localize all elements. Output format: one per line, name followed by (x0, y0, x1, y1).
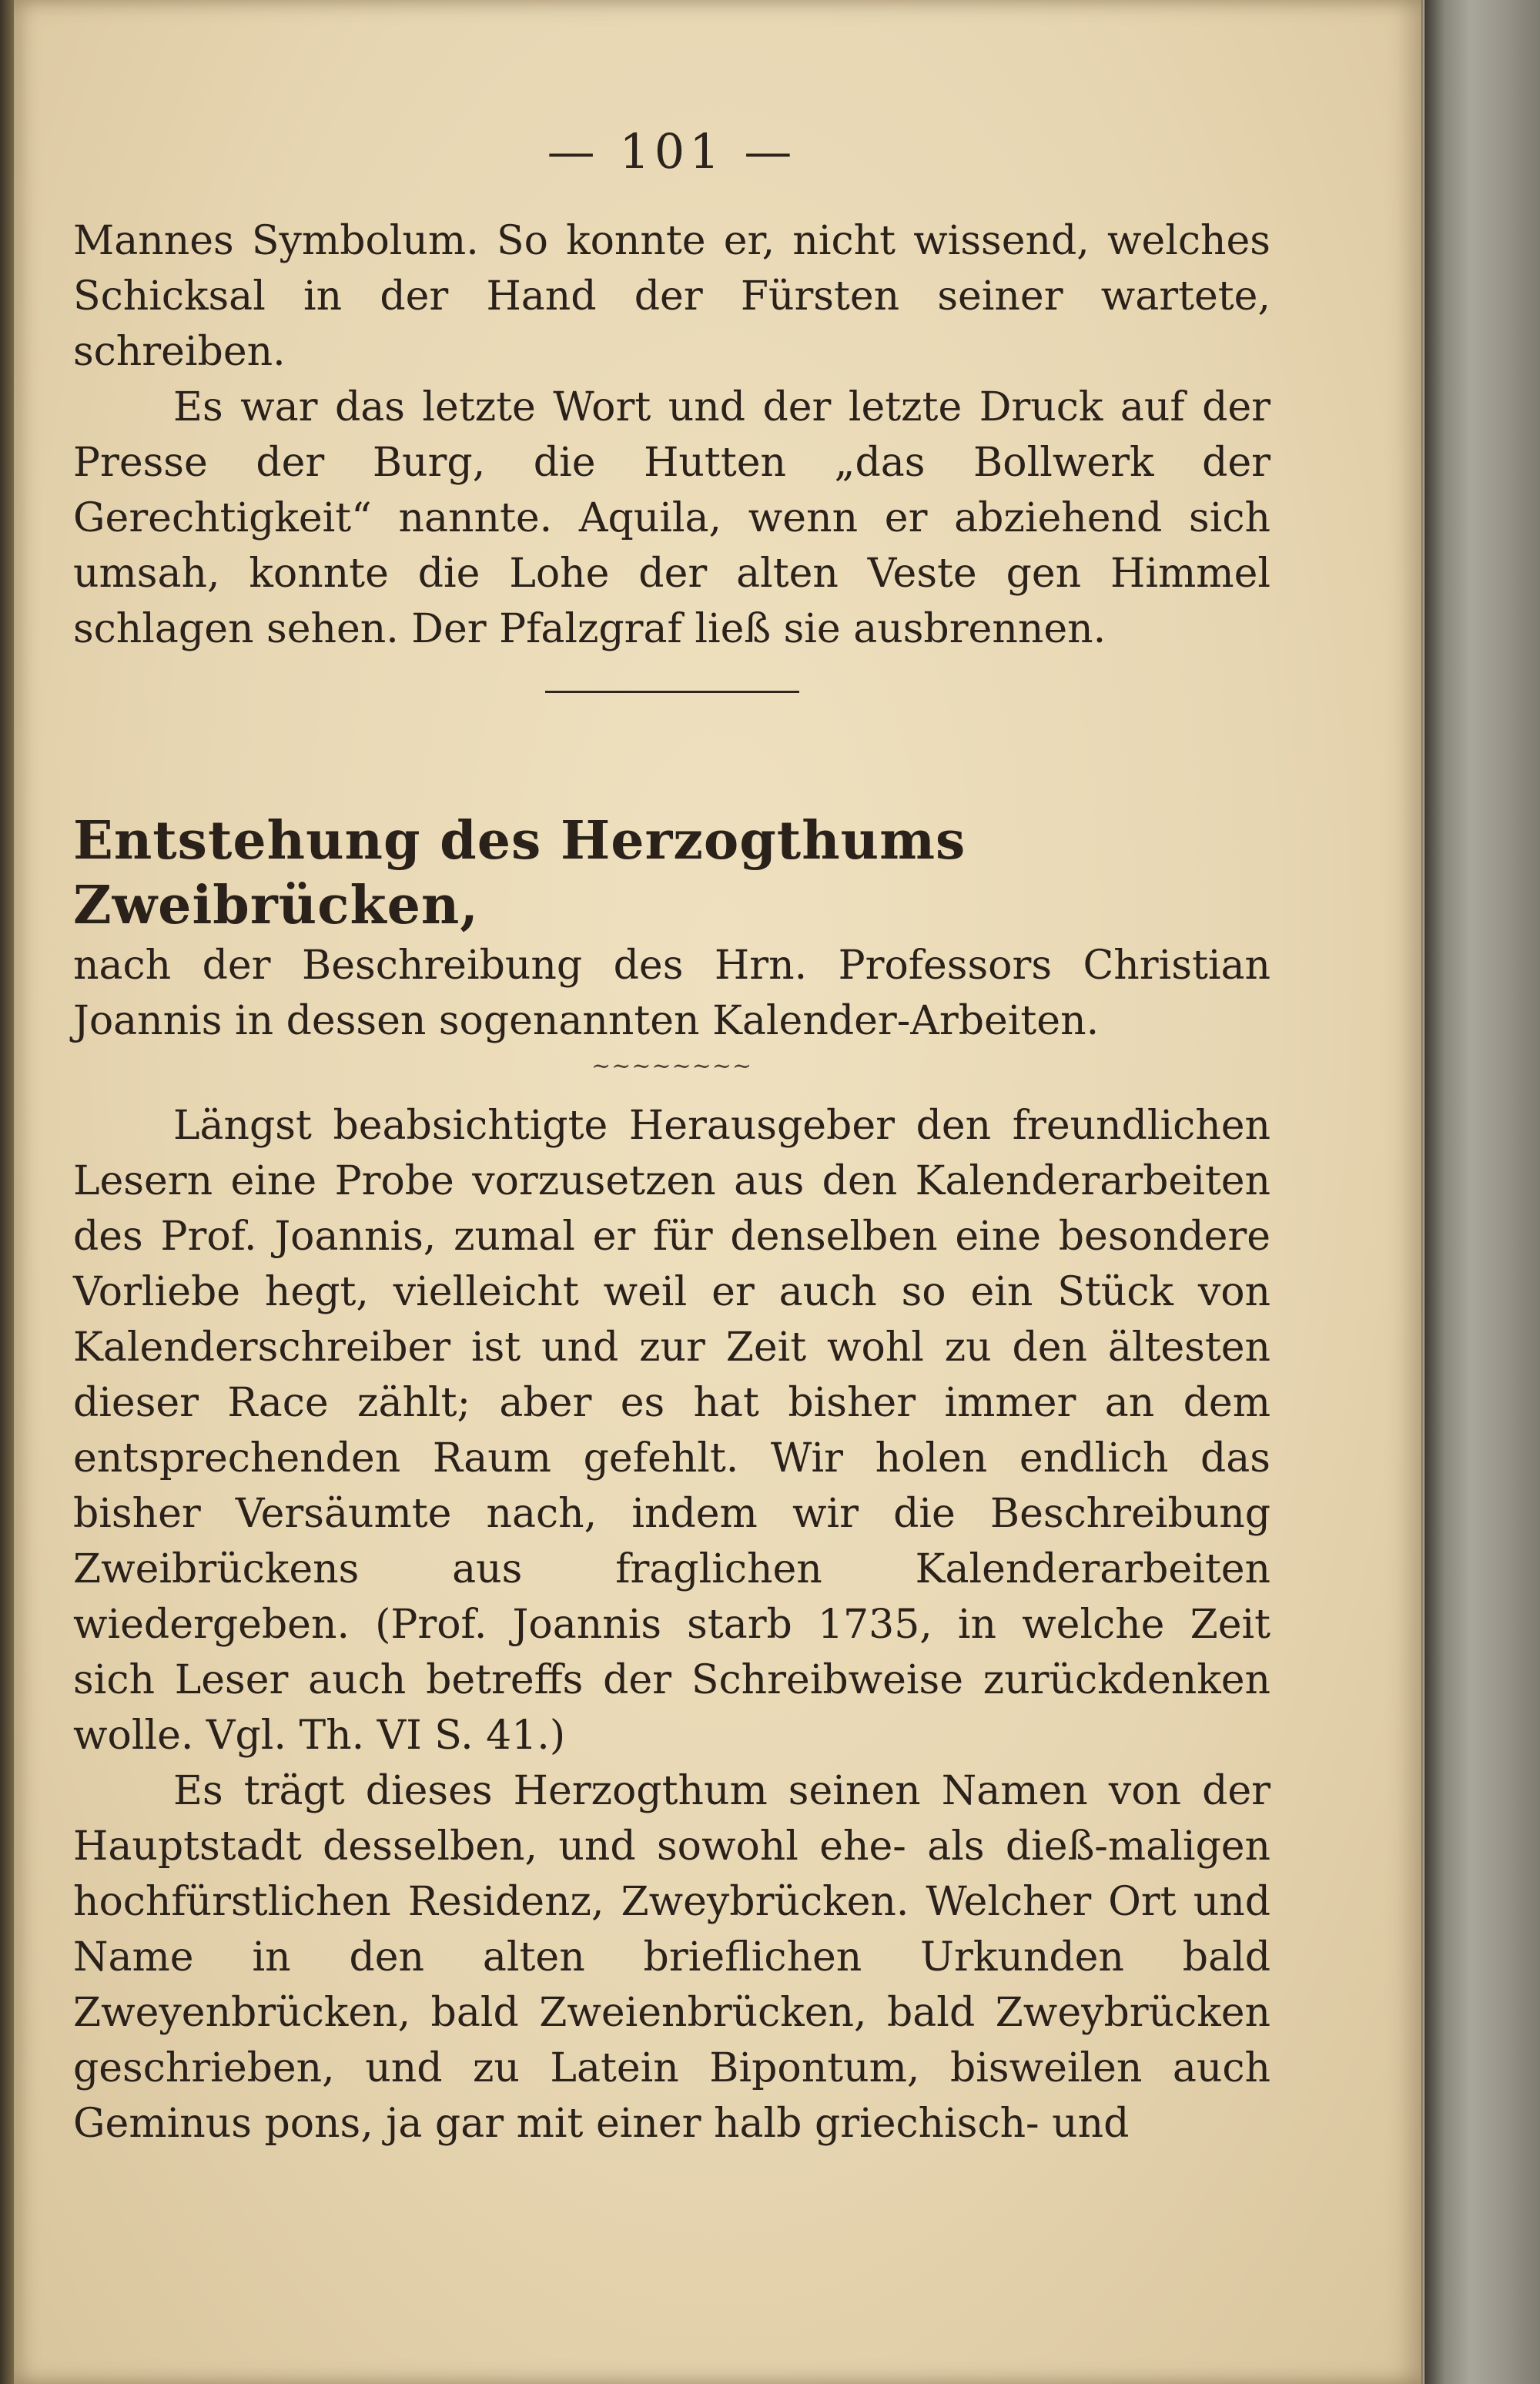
paragraph-intro: Längst beabsichtigte Herausgeber den freundlichen Lesern eine Probe vorzusetzen aus den Kalenderarbeiten des Prof. Joannis, zumal er für denselben eine besondere Vorliebe hegt, vielleicht weil er auch so ein Stück von Kalenderschreiber ist und zur Zeit wohl zu den ältesten dieser Race zählt; aber es hat bisher immer an dem entsprechenden Raum gefehlt. Wir holen endlich das bisher Versäumte nach, indem wir die Beschreibung Zweibrückens aus fraglichen Kalenderarbeiten wiedergeben. (Prof. Joannis starb 1735, in welche Zeit sich Leser auch betreffs der Schreibweise zurückdenken wolle. Vgl. Th. VI S. 41.) (73, 1103, 1270, 1759)
article-title: Entstehung des Herzogthums Zweibrücken, (73, 810, 966, 936)
page-number: — 101 — (547, 123, 797, 179)
page-content (73, 123, 1270, 2151)
ornament-divider: ~~~~~~~~ (591, 1053, 753, 1080)
scan-border-right (1424, 0, 1540, 2384)
top-text-block (73, 213, 1270, 657)
paragraph-hutten: Es war das letzte Wort und der letzte Druck auf der Presse der Burg, die Hutten „das Bollwerk der Gerechtigkeit“ nannte. Aquila, wenn er abziehend sich umsah, konnte die Lohe der alten Veste gen Himmel schlagen sehen. Der Pfalzgraf ließ sie ausbrennen. (73, 384, 1270, 652)
article-text-block (73, 1098, 1270, 2151)
paragraph-continuation: Mannes Symbolum. So konnte er, nicht wissend, welches Schicksal in der Hand der Fürsten seiner wartete, schreiben. (73, 218, 1270, 375)
section-divider (545, 691, 799, 693)
article-subtitle-block (73, 938, 1270, 1049)
article-subtitle: nach der Beschreibung des Hrn. Professors Christian Joannis in dessen sogenannten Kalender-Arbeiten. (73, 943, 1270, 1044)
paragraph-name-origin: Es trägt dieses Herzogthum seinen Namen von der Hauptstadt desselben, und sowohl ehe- als dieß-maligen hochfürstlichen Residenz, Zweybrücken. Welcher Ort und Name in den alten brieflichen Urkunden bald Zweyenbrücken, bald Zweienbrücken, bald Zweybrücken geschrieben, und zu Latein Bipontum, bisweilen auch Geminus pons, ja gar mit einer halb griechisch- und (73, 1768, 1270, 2147)
